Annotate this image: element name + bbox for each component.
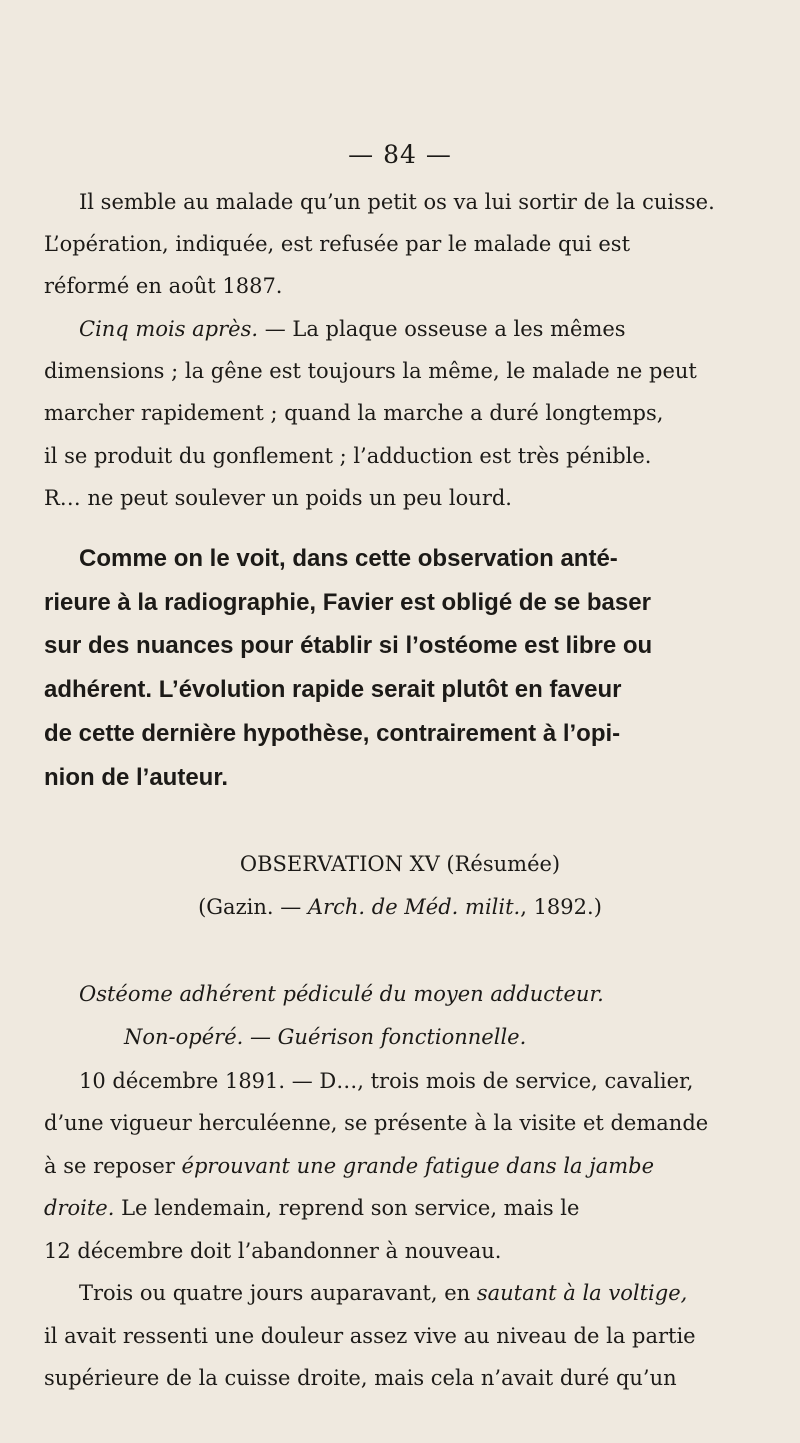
observation-subtitle: Non-opéré. — Guérison fonctionnelle. [124,1025,527,1049]
text-line: dimensions ; la gêne est toujours la même, le malade ne peut [44,359,697,383]
italic-span: droite. [44,1196,115,1220]
text-line: L’opération, indiquée, est refusée par le malade qui est [44,232,631,256]
reference-author: (Gazin. — [198,895,308,919]
italic-span: sautant à la voltige, [476,1281,688,1305]
text-line: il avait ressenti une douleur assez vive au niveau de la partie [44,1324,696,1348]
text-line [44,1198,738,1219]
observation-reference [0,897,800,918]
commentary-line: adhérent. L’évolution rapide serait plutôt en faveur [44,676,622,703]
text-line: réformé en août 1887. [44,274,283,298]
text-line: 12 décembre doit l’abandonner à nouveau. [44,1239,502,1263]
page-number: — 84 — [348,140,452,169]
text-line [79,319,738,340]
text-span: Trois ou quatre jours auparavant, en [79,1281,477,1305]
text-line: R… ne peut soulever un poids un peu lourd. [44,486,512,510]
text-line [44,1156,738,1177]
commentary-line: de cette dernière hypothèse, contrairement à l’opi- [44,720,621,747]
text-line: Il semble au malade qu’un petit os va lui sortir de la cuisse. [79,190,715,214]
reference-year: , 1892.) [520,895,602,919]
text-line: supérieure de la cuisse droite, mais cela n’avait duré qu’un [44,1366,677,1390]
commentary-line: sur des nuances pour établir si l’ostéome est libre ou [44,632,653,659]
text-line: d’une vigueur herculéenne, se présente à la visite et demande [44,1111,709,1135]
italic-span: éprouvant une grande fatigue dans la jambe [181,1154,655,1178]
text-line [79,1283,738,1304]
text-line: 10 décembre 1891. — D…, trois mois de service, cavalier, [79,1069,694,1093]
text-line: il se produit du gonflement ; l’adduction est très pénible. [44,444,652,468]
observation-heading: OBSERVATION XV (Résumée) [239,852,561,876]
text-line: marcher rapidement ; quand la marche a duré longtemps, [44,401,664,425]
commentary-line: Comme on le voit, dans cette observation anté- [79,545,618,572]
text-span: Le lendemain, reprend son service, mais le [114,1196,580,1220]
commentary-line: nion de l’auteur. [44,764,229,791]
observation-subtitle: Ostéome adhérent pédiculé du moyen adducteur. [79,982,604,1006]
italic-lead: Cinq mois après. [79,317,259,341]
text-span: à se reposer [44,1154,182,1178]
commentary-line: rieure à la radiographie, Favier est obligé de se baser [44,589,651,616]
text-span: — La plaque osseuse a les mêmes [258,317,626,341]
reference-journal: Arch. de Méd. milit. [307,895,521,919]
